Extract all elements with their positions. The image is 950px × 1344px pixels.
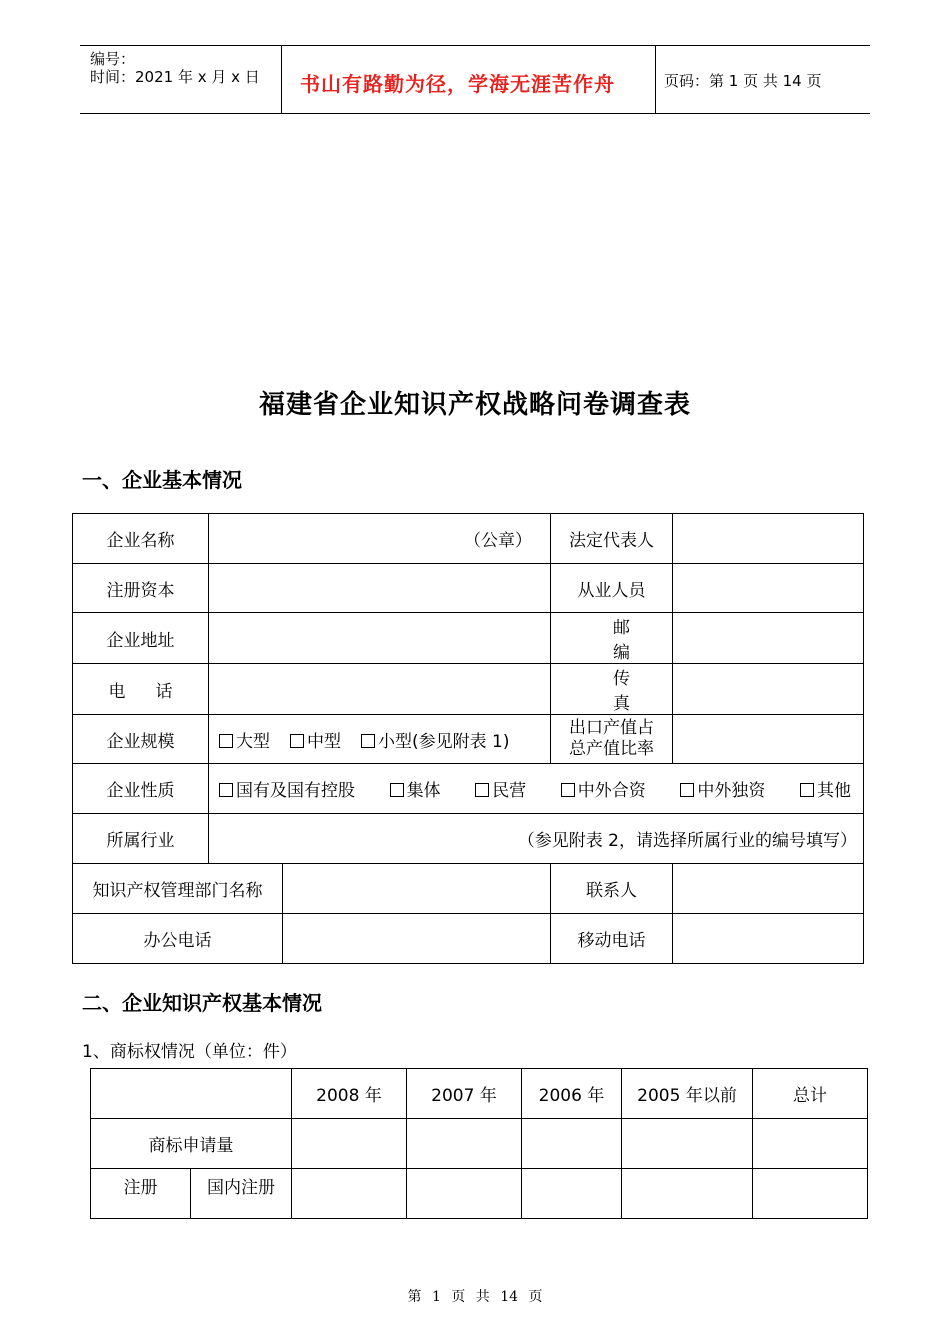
scale-option-medium[interactable]: 中型	[290, 727, 341, 752]
address-label: 企业地址	[73, 613, 209, 664]
trademark-table	[90, 1068, 868, 1219]
postcode-field[interactable]	[673, 613, 864, 664]
column-header: 2006 年	[522, 1069, 622, 1119]
row-header-register: 注册	[91, 1169, 191, 1219]
input-cell[interactable]	[407, 1119, 522, 1169]
column-header: 总计	[753, 1069, 868, 1119]
mobile-field[interactable]	[673, 914, 864, 964]
nature-option[interactable]: 国有及国有控股	[219, 776, 355, 801]
corner-cell	[91, 1069, 292, 1119]
row-header-domestic: 国内注册	[191, 1169, 292, 1219]
doc-time-label: 时间：2021 年 x 月 x 日	[90, 68, 260, 86]
company-name-field[interactable]	[209, 514, 551, 564]
column-header: 2005 年以前	[622, 1069, 753, 1119]
nature-option[interactable]: 其他	[800, 776, 851, 801]
subsection-heading: 1、商标权情况（单位：件）	[82, 1042, 297, 1062]
scale-options	[209, 715, 551, 764]
contact-label: 联系人	[551, 864, 673, 914]
seal-note: （公章）	[464, 531, 532, 551]
input-cell[interactable]	[407, 1169, 522, 1219]
address-field[interactable]	[209, 613, 551, 664]
header-top-rule	[80, 45, 870, 46]
page-title: 福建省企业知识产权战略问卷调查表	[258, 390, 691, 420]
nature-label: 企业性质	[73, 764, 209, 814]
company-name-label: 企业名称	[73, 514, 209, 564]
checkbox-icon[interactable]	[219, 783, 233, 797]
input-cell[interactable]	[522, 1119, 622, 1169]
basic-info-table	[72, 513, 864, 964]
industry-field[interactable]	[209, 814, 864, 864]
reg-capital-field[interactable]	[209, 564, 551, 613]
scale-option-large[interactable]: 大型	[219, 727, 270, 752]
input-cell[interactable]	[292, 1119, 407, 1169]
office-phone-label: 办公电话	[73, 914, 283, 964]
phone-field[interactable]	[209, 664, 551, 715]
checkbox-icon[interactable]	[561, 783, 575, 797]
header-motto: 书山有路勤为径，学海无涯苦作舟	[300, 72, 615, 96]
page-footer: 第 1 页 共 14 页	[407, 1289, 543, 1305]
header-bottom-rule	[80, 113, 870, 114]
fax-field[interactable]	[673, 664, 864, 715]
column-header: 2008 年	[292, 1069, 407, 1119]
reg-capital-label: 注册资本	[73, 564, 209, 613]
scale-label: 企业规模	[73, 715, 209, 764]
phone-label: 电话	[73, 664, 209, 715]
input-cell[interactable]	[622, 1169, 753, 1219]
employees-label: 从业人员	[551, 564, 673, 613]
input-cell[interactable]	[753, 1119, 868, 1169]
checkbox-icon[interactable]	[800, 783, 814, 797]
nature-option[interactable]: 集体	[390, 776, 441, 801]
column-header: 2007 年	[407, 1069, 522, 1119]
scale-option-small[interactable]: 小型(参见附表 1)	[361, 727, 509, 752]
checkbox-icon[interactable]	[390, 783, 404, 797]
checkbox-icon[interactable]	[680, 783, 694, 797]
nature-option[interactable]: 中外独资	[680, 776, 765, 801]
input-cell[interactable]	[292, 1169, 407, 1219]
employees-field[interactable]	[673, 564, 864, 613]
contact-field[interactable]	[673, 864, 864, 914]
header-divider	[281, 45, 282, 113]
legal-rep-label: 法定代表人	[551, 514, 673, 564]
export-ratio-field[interactable]	[673, 715, 864, 764]
ip-dept-field[interactable]	[283, 864, 551, 914]
office-phone-field[interactable]	[283, 914, 551, 964]
checkbox-icon[interactable]	[361, 734, 375, 748]
industry-note: （参见附表 2，请选择所属行业的编号填写）	[517, 831, 857, 851]
export-ratio-label: 出口产值占 总产值比率	[551, 715, 673, 764]
checkbox-icon[interactable]	[219, 734, 233, 748]
nature-option[interactable]: 民营	[475, 776, 526, 801]
header-divider	[655, 45, 656, 113]
nature-options	[209, 764, 864, 814]
legal-rep-field[interactable]	[673, 514, 864, 564]
input-cell[interactable]	[622, 1119, 753, 1169]
nature-option[interactable]: 中外合资	[561, 776, 646, 801]
row-header-apply: 商标申请量	[91, 1119, 292, 1169]
industry-label: 所属行业	[73, 814, 209, 864]
doc-number-label: 编号：	[90, 50, 136, 68]
fax-label: 传真	[551, 664, 673, 715]
section-heading: 二、企业知识产权基本情况	[82, 991, 322, 1015]
input-cell[interactable]	[753, 1169, 868, 1219]
section-heading: 一、企业基本情况	[82, 468, 242, 492]
input-cell[interactable]	[522, 1169, 622, 1219]
checkbox-icon[interactable]	[475, 783, 489, 797]
ip-dept-label: 知识产权管理部门名称	[73, 864, 283, 914]
checkbox-icon[interactable]	[290, 734, 304, 748]
mobile-label: 移动电话	[551, 914, 673, 964]
postcode-label: 邮编	[551, 613, 673, 664]
header-page-label: 页码：第 1 页 共 14 页	[664, 72, 822, 90]
